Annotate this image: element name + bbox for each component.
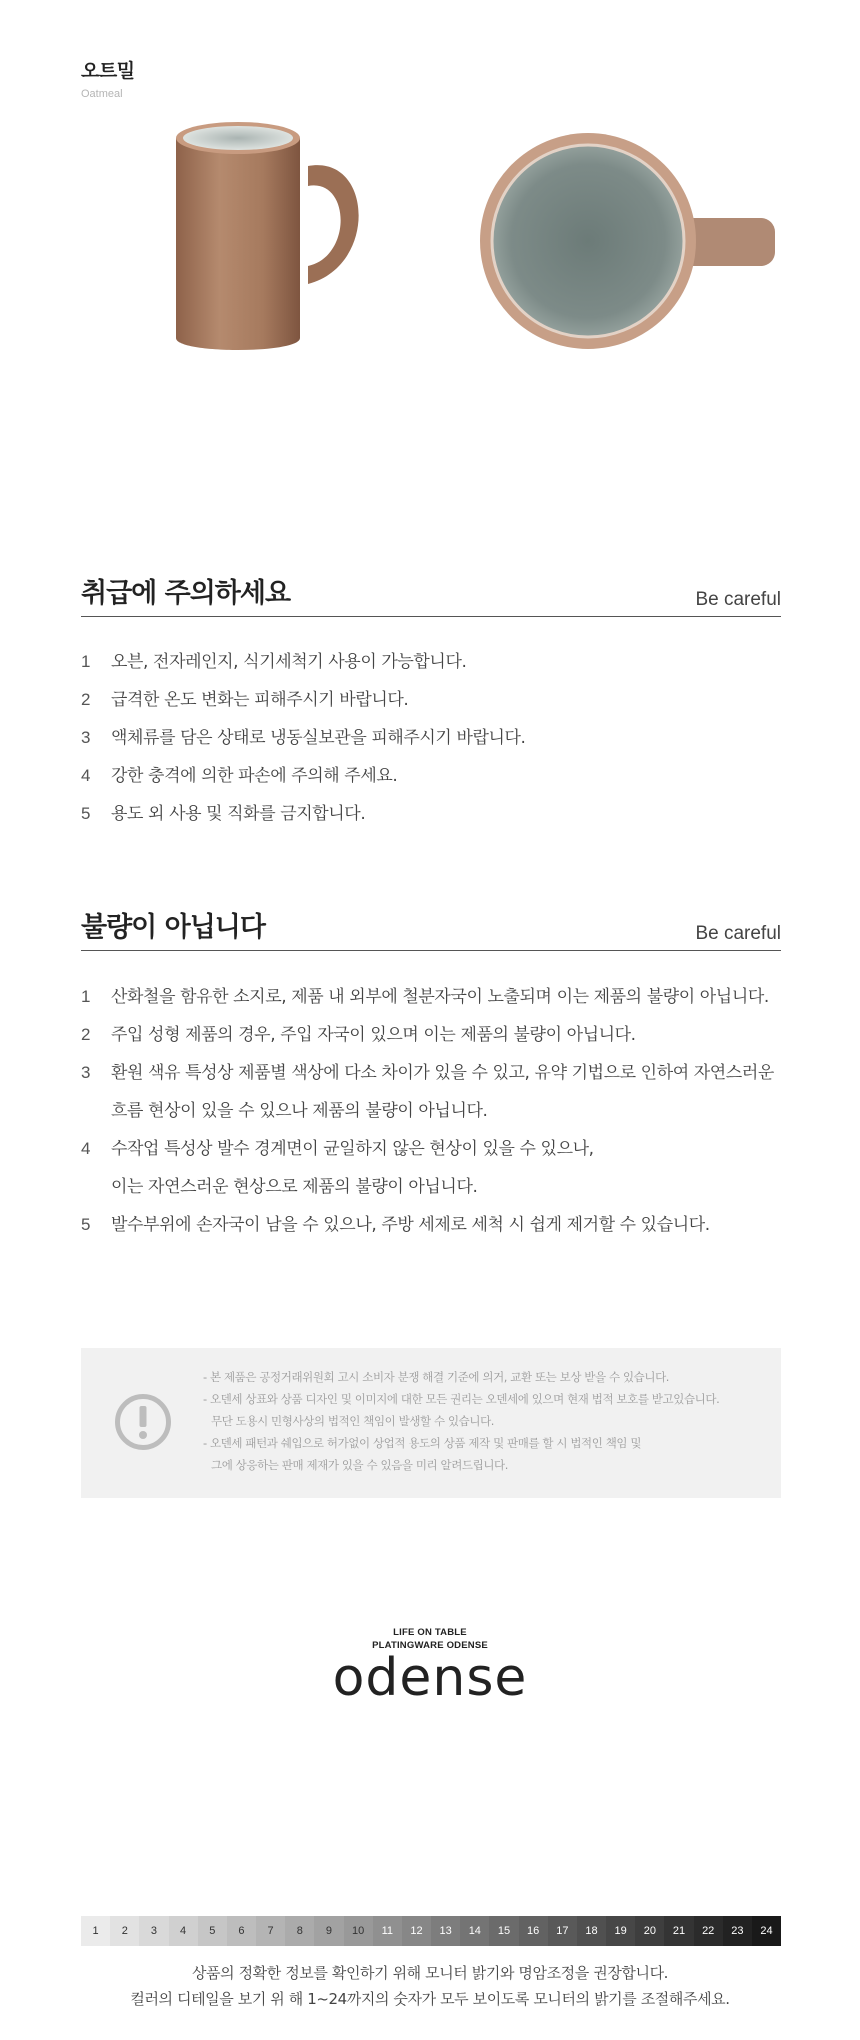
grayscale-step: 8 <box>285 1916 314 1946</box>
list-item <box>81 719 791 757</box>
list-item <box>81 757 791 795</box>
care-section-title-en: Be careful <box>695 589 781 610</box>
mug-top-image <box>480 126 776 356</box>
defect-section-title-en: Be careful <box>695 923 781 944</box>
list-item <box>81 978 791 1016</box>
monitor-notice-line-1: 상품의 정확한 정보를 확인하기 위해 모니터 밝기와 명암조정을 권장합니다. <box>191 1964 669 1982</box>
grayscale-step: 21 <box>664 1916 693 1946</box>
notice-line: - 본 제품은 공정거래위원회 고시 소비자 분쟁 해결 기준에 의거, 교환 또는 보상 받을 수 있습니다. <box>203 1370 670 1384</box>
list-item <box>81 1092 791 1130</box>
list-item-text: 이는 자연스러운 현상으로 제품의 불량이 아닙니다. <box>111 1177 478 1197</box>
grayscale-step: 24 <box>752 1916 781 1946</box>
list-item-text: 산화철을 함유한 소지로, 제품 내 외부에 철분자국이 노출되며 이는 제품의 불량이 아닙니다. <box>111 987 769 1007</box>
list-item-text: 용도 외 사용 및 직화를 금지합니다. <box>111 804 366 824</box>
legal-notice-box <box>81 1348 781 1498</box>
product-color-name: 오트밀 <box>81 60 135 82</box>
list-item-text: 급격한 온도 변화는 피해주시기 바랍니다. <box>111 690 409 710</box>
list-item <box>81 1206 791 1244</box>
grayscale-step: 11 <box>373 1916 402 1946</box>
grayscale-step: 12 <box>402 1916 431 1946</box>
grayscale-step: 9 <box>314 1916 343 1946</box>
list-item-number: 4 <box>81 1139 91 1158</box>
notice-line: 그에 상응하는 판매 제재가 있을 수 있음을 미리 알려드립니다. <box>211 1458 509 1472</box>
grayscale-step: 17 <box>548 1916 577 1946</box>
grayscale-step: 7 <box>256 1916 285 1946</box>
grayscale-step: 18 <box>577 1916 606 1946</box>
defect-list <box>81 978 791 1244</box>
grayscale-step: 4 <box>169 1916 198 1946</box>
list-item-text: 수작업 특성상 발수 경계면이 균일하지 않은 현상이 있을 수 있으나, <box>111 1139 594 1159</box>
care-list <box>81 643 791 833</box>
list-item-number: 2 <box>81 690 91 709</box>
list-item-number: 5 <box>81 1215 91 1234</box>
list-item-text: 액체류를 담은 상태로 냉동실보관을 피해주시기 바랍니다. <box>111 728 526 748</box>
list-item-text: 흐름 현상이 있을 수 있으나 제품의 불량이 아닙니다. <box>111 1101 488 1121</box>
notice-line: - 오덴세 패턴과 쉐입으로 허가없이 상업적 용도의 상품 제작 및 판매를 할 시 법적인 책임 및 <box>203 1436 642 1450</box>
monitor-notice-line-2: 컬러의 디테일을 보기 위 해 1~24까지의 숫자가 모두 보이도록 모니터의 밝기를 조절해주세요. <box>130 1990 730 2008</box>
grayscale-step: 16 <box>519 1916 548 1946</box>
list-item <box>81 643 791 681</box>
legal-notice-text <box>203 1366 773 1476</box>
care-section-header <box>81 572 781 617</box>
list-item-text: 환원 색유 특성상 제품별 색상에 다소 차이가 있을 수 있고, 유약 기법으로 인하여 자연스러운 <box>111 1063 774 1083</box>
grayscale-step: 14 <box>460 1916 489 1946</box>
list-item-number: 3 <box>81 728 91 747</box>
grayscale-step: 1 <box>81 1916 110 1946</box>
grayscale-step: 20 <box>635 1916 664 1946</box>
list-item-number: 4 <box>81 766 91 785</box>
exclamation-icon <box>114 1393 172 1451</box>
brand-tagline-2: PLATINGWARE ODENSE <box>372 1640 488 1651</box>
list-item <box>81 1016 791 1054</box>
list-item-text: 주입 성형 제품의 경우, 주입 자국이 있으며 이는 제품의 불량이 아닙니다. <box>111 1025 636 1045</box>
care-section-title: 취급에 주의하세요 <box>81 578 291 609</box>
list-item-number: 1 <box>81 652 91 671</box>
defect-section-header <box>81 906 781 951</box>
list-item <box>81 1168 791 1206</box>
grayscale-step: 5 <box>198 1916 227 1946</box>
grayscale-step: 19 <box>606 1916 635 1946</box>
list-item <box>81 795 791 833</box>
defect-section-title: 불량이 아닙니다 <box>81 912 265 943</box>
grayscale-step: 13 <box>431 1916 460 1946</box>
grayscale-step: 6 <box>227 1916 256 1946</box>
grayscale-step: 15 <box>489 1916 518 1946</box>
brand-logo: odense <box>332 1648 528 1708</box>
monitor-grayscale-bar <box>81 1916 781 1946</box>
grayscale-step: 2 <box>110 1916 139 1946</box>
grayscale-step: 3 <box>139 1916 168 1946</box>
grayscale-step: 22 <box>694 1916 723 1946</box>
list-item-number: 3 <box>81 1063 91 1082</box>
product-color-name-en: Oatmeal <box>81 88 123 100</box>
list-item <box>81 1130 791 1168</box>
grayscale-step: 23 <box>723 1916 752 1946</box>
list-item-text: 발수부위에 손자국이 남을 수 있으나, 주방 세제로 세척 시 쉽게 제거할 수 있습니다. <box>111 1215 710 1235</box>
list-item <box>81 1054 791 1092</box>
notice-line: - 오덴세 상표와 상품 디자인 및 이미지에 대한 모든 권리는 오덴세에 있으며 현재 법적 보호를 받고있습니다. <box>203 1392 720 1406</box>
list-item-number: 2 <box>81 1025 91 1044</box>
brand-tagline-1: LIFE ON TABLE <box>393 1627 467 1638</box>
list-item-text: 강한 충격에 의한 파손에 주의해 주세요. <box>111 766 398 786</box>
grayscale-step: 10 <box>344 1916 373 1946</box>
list-item-number: 5 <box>81 804 91 823</box>
mug-side-image <box>168 116 382 360</box>
list-item <box>81 681 791 719</box>
list-item-number: 1 <box>81 987 91 1006</box>
notice-line: 무단 도용시 민형사상의 법적인 책임이 발생할 수 있습니다. <box>211 1414 495 1428</box>
list-item-text: 오븐, 전자레인지, 식기세척기 사용이 가능합니다. <box>111 652 467 672</box>
